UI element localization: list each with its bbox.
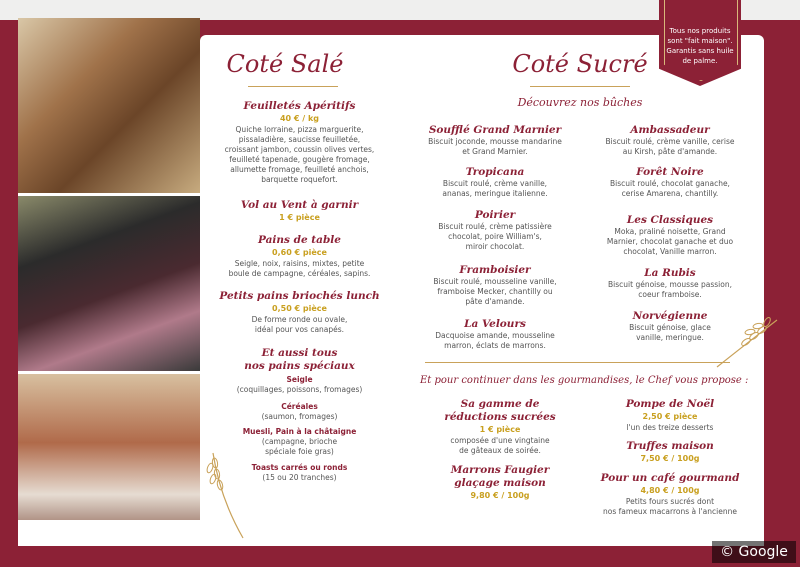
special-name: Céréales (281, 402, 318, 411)
item-price: 0,50 € pièce (272, 304, 327, 313)
item-name: Soufflé Grand Marnier (428, 124, 562, 136)
special-bread (212, 402, 387, 422)
chef-item (590, 398, 750, 433)
buche-item (590, 267, 750, 300)
yule-log-photo (18, 196, 200, 371)
item-price: 4,80 € / 100g (640, 486, 700, 495)
item-desc: Biscuit génoise, mousse passion, coeur framboise. (608, 280, 732, 299)
special-desc: (saumon, fromages) (261, 412, 338, 421)
item-desc: De forme ronde ou ovale, idéal pour vos canapés. (251, 315, 348, 334)
special-desc: (15 ou 20 tranches) (262, 473, 337, 482)
item-name: Framboisier (459, 264, 531, 276)
buche-item (590, 166, 750, 199)
sale-item (212, 199, 387, 224)
item-name: Pour un café gourmand (600, 472, 740, 484)
item-name: Les Classiques (626, 214, 714, 226)
item-name: Norvégienne (632, 310, 708, 322)
chef-item (590, 440, 750, 465)
item-price: 7,50 € / 100g (640, 454, 700, 463)
item-name: Sa gamme de réductions sucrées (444, 398, 556, 423)
item-desc: Biscuit roulé, crème patissière chocolat, poire William's, miroir chocolat. (438, 222, 552, 251)
item-name: Petits pains briochés lunch (219, 290, 380, 302)
special-desc: (campagne, brioche spéciale foie gras) (261, 437, 338, 456)
item-desc: Biscuit roulé, mousseline vanille, framboise Mecker, chantilly ou pâte d'amande. (433, 277, 557, 306)
item-desc: Biscuit joconde, mousse mandarine et Grand Marnier. (428, 137, 562, 156)
item-desc: Petits fours sucrés dont nos fameux macarrons à l'ancienne (603, 497, 737, 516)
special-name: Seigle (286, 375, 313, 384)
sale-item (212, 347, 387, 373)
item-price: 1 € pièce (279, 213, 320, 222)
sale-item (212, 234, 387, 279)
sale-item (212, 100, 387, 185)
item-name: La Velours (464, 318, 526, 330)
item-name: Truffes maison (626, 440, 714, 452)
item-price: 1 € pièce (479, 425, 521, 434)
wheat-icon (205, 448, 250, 543)
buche-item (415, 166, 575, 199)
sucre-title: Coté Sucré (512, 50, 648, 78)
item-desc: Biscuit roulé, crème vanille, ananas, meringue italienne. (442, 179, 548, 198)
ribbon-text: Tous nos produits sont "fait maison". Garantis sans huile de palme. (666, 27, 734, 65)
sucre-subtitle: Découvrez nos bûches (517, 96, 643, 109)
chef-line: Et pour continuer dans les gourmandises, le Chef vous propose : (420, 375, 749, 386)
sale-title-rule (248, 86, 338, 87)
item-name: La Rubis (644, 267, 696, 279)
item-name: Forêt Noire (636, 166, 704, 178)
item-desc: l'un des treize desserts (626, 423, 714, 432)
item-name: Feuilletés Apéritifs (243, 100, 356, 112)
item-name: Pains de table (258, 234, 341, 246)
sucre-title-rule (530, 86, 630, 87)
special-name: Muesli, Pain à la châtaigne (242, 427, 357, 436)
buche-item (590, 124, 750, 157)
item-desc: Biscuit génoise, glace vanille, meringue. (629, 323, 711, 342)
wheat-icon (712, 312, 782, 372)
buche-item (415, 318, 575, 351)
item-name: Et aussi tous nos pains spéciaux (244, 347, 355, 372)
buche-item (415, 264, 575, 307)
sale-item (212, 290, 387, 335)
item-desc: Biscuit roulé, chocolat ganache, cerise Amarena, chantilly. (610, 179, 730, 198)
item-price: 40 € / kg (279, 114, 320, 123)
bread-photo (18, 18, 200, 193)
item-price: 9,80 € / 100g (470, 491, 530, 500)
photo-column (18, 18, 200, 546)
item-desc: Moka, praliné noisette, Grand Marnier, chocolat ganache et duo chocolat, Vanille marron. (606, 227, 734, 256)
special-name: Toasts carrés ou ronds (251, 463, 348, 472)
buche-item (415, 124, 575, 157)
item-desc: Seigle, noix, raisins, mixtes, petite boule de campagne, céréales, sapins. (228, 259, 371, 278)
item-name: Tropicana (465, 166, 525, 178)
item-desc: composée d'une vingtaine de gâteaux de soirée. (450, 436, 550, 455)
item-price: 2,50 € pièce (642, 412, 698, 421)
item-price: 0,60 € pièce (272, 248, 327, 257)
item-name: Pompe de Noël (625, 398, 715, 410)
item-name: Vol au Vent à garnir (240, 199, 359, 211)
buche-item (590, 214, 750, 257)
item-name: Marrons Faugier glaçage maison (450, 464, 550, 489)
google-watermark: © Google (712, 541, 796, 563)
item-desc: Biscuit roulé, crème vanille, cerise au Kirsh, pâte d'amande. (605, 137, 735, 156)
chef-item (420, 464, 580, 502)
sale-title: Coté Salé (226, 50, 344, 78)
chef-item (580, 472, 760, 517)
item-desc: Quiche lorraine, pizza marguerite, pissaladière, saucisse feuilletée, croissant jambon, coussin olives vertes, feuilleté tapenade, gougère fromage, allumette fromage, feuilleté anchois, barquette roquefort. (224, 125, 375, 184)
menu-card-bottom (18, 520, 764, 546)
item-name: Ambassadeur (630, 124, 710, 136)
divider (425, 362, 730, 363)
item-desc: Dacquoise amande, mousseline marron, éclats de marrons. (435, 331, 555, 350)
special-bread (212, 375, 387, 395)
item-name: Poirier (474, 209, 516, 221)
buche-item (415, 209, 575, 252)
special-desc: (coquillages, poissons, fromages) (236, 385, 363, 394)
chef-item (420, 398, 580, 456)
